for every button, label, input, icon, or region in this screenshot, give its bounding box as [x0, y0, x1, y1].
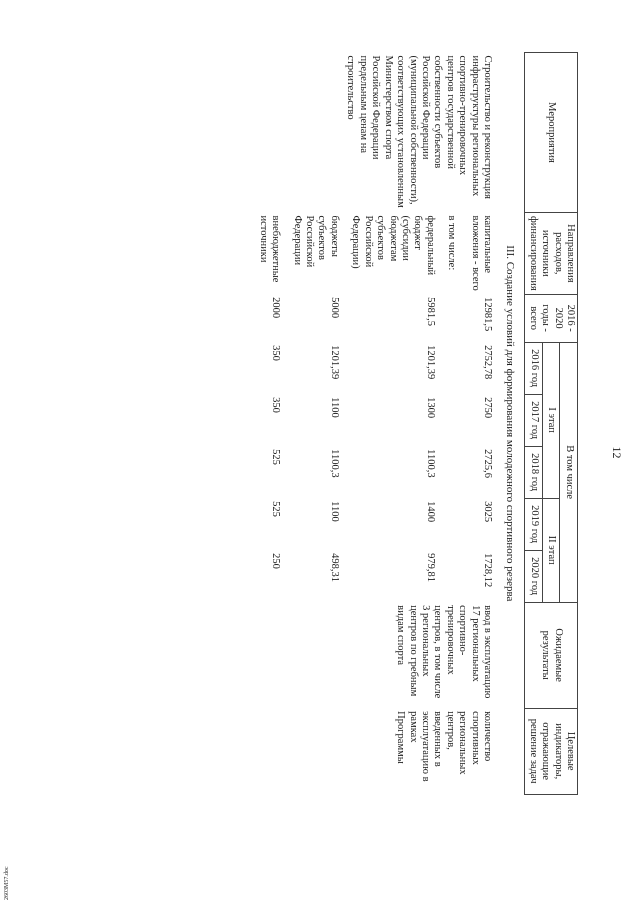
section-row	[494, 53, 525, 795]
value-2019-cell: 1100	[328, 501, 340, 522]
value-2020-cell: 250	[270, 553, 282, 569]
total-cell: 5981,5	[424, 297, 436, 327]
value-2018-cell: 2725,6	[481, 449, 493, 479]
header-row-1	[560, 53, 578, 795]
direction-cell: внебюджетные источники	[257, 215, 282, 283]
header-expected: Ожидаемые результаты	[525, 602, 578, 708]
value-2017-cell: 1100	[328, 397, 340, 418]
page-number: 12	[610, 446, 624, 459]
header-indicators: Целевые индикаторы, отражающие решение задач	[525, 708, 578, 794]
direction-cell: в том числе:	[446, 215, 458, 271]
indicator-cell: количество спортивных региональных центров, введенных в эксплуатацию в рамках Программы	[395, 711, 493, 782]
value-2020-cell: 979,81	[424, 553, 436, 583]
header-directions: Направления расходов, источники финансирования	[525, 213, 578, 295]
activity-cell: Строительство и реконструкция инфраструктуры региональных спортивно-тренировочных центров государственной собственности субъектов Российской Федерации (муниципальной собственности), соответствующих установленным Министерством спорта Российской Федерации предельным ценам на строительство	[345, 55, 493, 208]
direction-cell: капитальные вложения - всего	[469, 215, 493, 291]
header-2016: 2016 год	[525, 342, 543, 394]
value-2016-cell: 1201,39	[328, 345, 340, 380]
header-activities: Мероприятия	[525, 53, 578, 213]
value-2017-cell: 1300	[424, 397, 436, 419]
program-table	[255, 52, 578, 795]
direction-cell: федеральный бюджет (субсидии бюджетам субъектов Российской Федерации)	[350, 215, 436, 276]
value-2017-cell: 350	[270, 397, 282, 413]
header-stage-2: II этап	[542, 498, 560, 602]
value-2018-cell: 1100,3	[328, 449, 340, 478]
header-2020: 2020 год	[525, 550, 543, 602]
value-2016-cell: 350	[270, 345, 282, 361]
value-2017-cell: 2750	[481, 397, 493, 419]
header-2019: 2019 год	[525, 498, 543, 550]
value-2018-cell: 1100,3	[424, 449, 436, 478]
value-2018-cell: 525	[270, 449, 282, 465]
total-cell: 12981,5	[481, 297, 493, 332]
header-stage-1: I этап	[542, 342, 560, 498]
value-2016-cell: 2752,78	[481, 345, 493, 380]
value-2019-cell: 525	[270, 501, 282, 517]
header-in-total: В том числе	[560, 342, 578, 602]
table-row	[467, 53, 494, 795]
value-2019-cell: 3025	[481, 501, 493, 523]
header-2017: 2017 год	[525, 394, 543, 446]
value-2020-cell: 498,31	[328, 553, 340, 583]
value-2020-cell: 1728,12	[481, 553, 493, 588]
direction-cell: бюджеты субъектов Российской Федерации	[291, 215, 340, 268]
value-2019-cell: 1400	[424, 501, 436, 523]
expected-result-cell: ввод в эксплуатацию 17 региональных спортивно-тренировочных центров, в том числе 3 региональных центров по гребным видам спорта	[395, 605, 493, 699]
header-2018: 2018 год	[525, 446, 543, 498]
value-2016-cell: 1201,39	[424, 345, 436, 380]
total-cell: 5000	[328, 297, 340, 319]
header-total: 2016 - 2020 годы - всего	[525, 294, 578, 342]
total-cell: 2000	[270, 297, 282, 319]
section-title: III. Создание условий для формирования молодежного спортивного резерва	[504, 245, 517, 602]
